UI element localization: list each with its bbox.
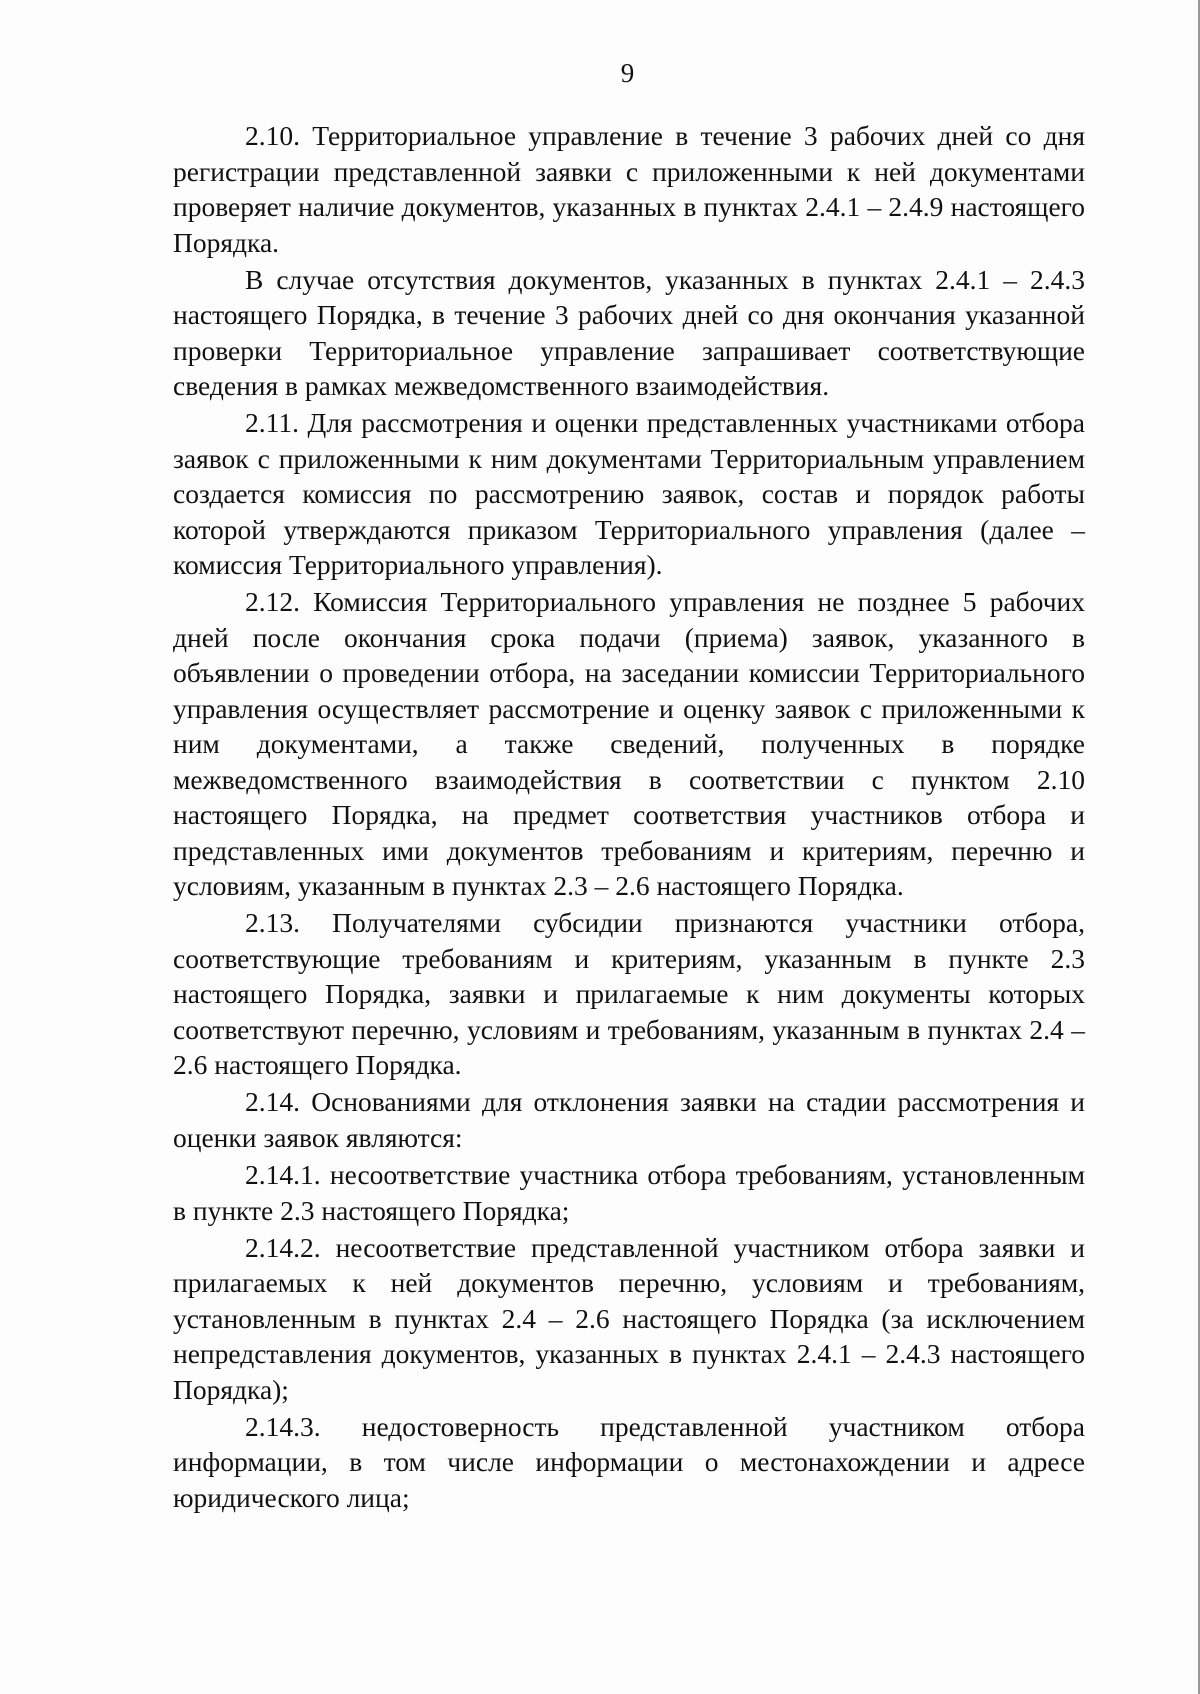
page-number: 9	[620, 58, 635, 88]
paragraph-2-10: 2.10. Территориальное управление в течение 3 рабочих дней со дня регистрации представленной заявки с приложенными к ней документами проверяет наличие документов, указанных в пунктах 2.4.1 – 2.4.9 настоящего Порядка.	[173, 120, 1085, 258]
paragraph-2-14-3: 2.14.3. недостоверность представленной участником отбора информации, в том числе информации о местонахождении и адресе юридического лица;	[173, 1410, 1085, 1513]
document-body	[173, 118, 1085, 1517]
paragraph-2-14-1: 2.14.1. несоответствие участника отбора требованиям, установленным в пункте 2.3 настоящего Порядка;	[173, 1159, 1085, 1226]
paragraph-2-11: 2.11. Для рассмотрения и оценки представленных участниками отбора заявок с приложенными к ним документами Территориальным управлением создается комиссия по рассмотрению заявок, состав и порядок работы которой утверждаются приказом Территориального управления (далее – комиссия Территориального управления).	[173, 407, 1085, 581]
paragraph-2-14-2: 2.14.2. несоответствие представленной участником отбора заявки и прилагаемых к ней документов перечню, условиям и требованиям, установленным в пунктах 2.4 – 2.6 настоящего Порядка (за исключением непредставления документов, указанных в пунктах 2.4.1 – 2.4.3 настоящего Порядка);	[173, 1231, 1085, 1405]
paragraph-2-13: 2.13. Получателями субсидии признаются участники отбора, соответствующие требованиям и критериям, указанным в пункте 2.3 настоящего Порядка, заявки и прилагаемые к ним документы которых соответствуют перечню, условиям и требованиям, указанным в пунктах 2.4 – 2.6 настоящего Порядка.	[173, 907, 1085, 1081]
paragraph-2-14: 2.14. Основаниями для отклонения заявки на стадии рассмотрения и оценки заявок являются:	[173, 1086, 1085, 1153]
paragraph-2-10-missing-docs: В случае отсутствия документов, указанных в пунктах 2.4.1 – 2.4.3 настоящего Порядка, в течение 3 рабочих дней со дня окончания указанной проверки Территориальное управление запрашивает соответствующие сведения в рамках межведомственного взаимодействия.	[173, 263, 1085, 402]
paragraph-2-12: 2.12. Комиссия Территориального управления не позднее 5 рабочих дней после окончания срока подачи (приема) заявок, указанного в объявлении о проведении отбора, на заседании комиссии Территориального управления осуществляет рассмотрение и оценку заявок с приложенными к ним документами, а также сведений, полученных в порядке межведомственного взаимодействия в соответствии с пунктом 2.10 настоящего Порядка, на предмет соответствия участников отбора и представленных ими документов требованиям и критериям, перечню и условиям, указанным в пунктах 2.3 – 2.6 настоящего Порядка.	[173, 586, 1085, 902]
